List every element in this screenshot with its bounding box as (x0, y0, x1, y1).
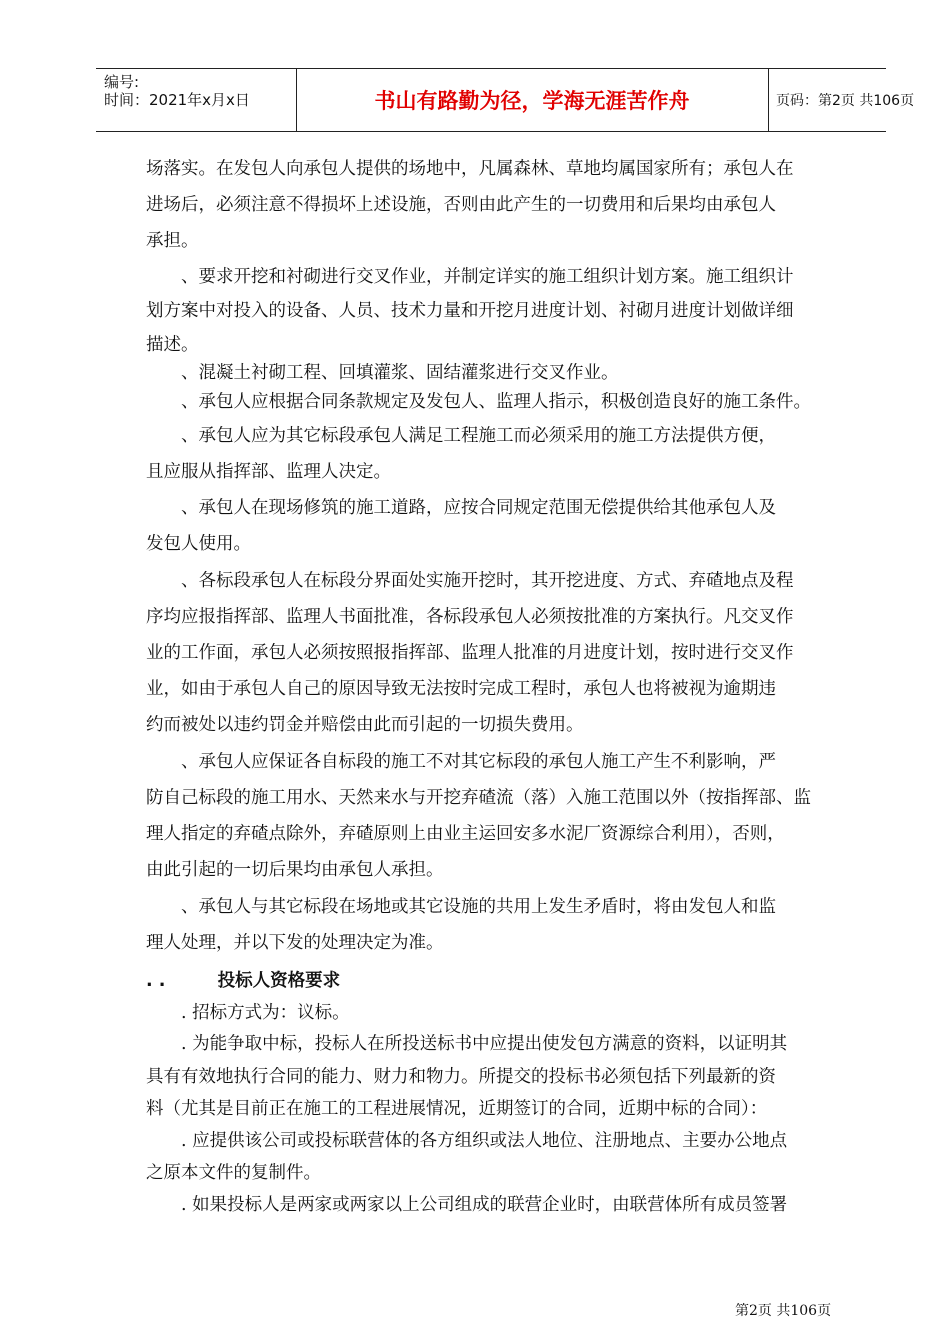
body-line: 划方案中对投入的设备、人员、技术力量和开挖月进度计划、衬砌月进度计划做详细 (146, 301, 794, 321)
body-line: 由此引起的一切后果均由承包人承担。 (146, 860, 444, 880)
body-line: 、承包人与其它标段在场地或其它设施的共用上发生矛盾时，将由发包人和监 (146, 897, 776, 917)
section-line: . 招标方式为：议标。 (146, 1003, 350, 1023)
body-line: 、承包人应为其它标段承包人满足工程施工而必须采用的施工方法提供方便， (146, 426, 776, 446)
body-line: 、各标段承包人在标段分界面处实施开挖时，其开挖进度、方式、弃碴地点及程 (146, 571, 794, 591)
body-line: 理人处理，并以下发的处理决定为准。 (146, 933, 444, 953)
body-line: 承担。 (146, 231, 199, 251)
body-line: 理人指定的弃碴点除外，弃碴原则上由业主运回安多水泥厂资源综合利用），否则， (146, 824, 785, 844)
section-heading (146, 967, 340, 992)
body-line: 、承包人在现场修筑的施工道路，应按合同规定范围无偿提供给其他承包人及 (146, 498, 776, 518)
body-line: 场落实。在发包人向承包人提供的场地中，凡属森林、草地均属国家所有；承包人在 (146, 159, 794, 179)
section-line: . 为能争取中标，投标人在所投送标书中应提出使发包方满意的资料，以证明其 (146, 1034, 788, 1054)
body-line: 进场后，必须注意不得损坏上述设施，否则由此产生的一切费用和后果均由承包人 (146, 195, 776, 215)
body-line: 且应服从指挥部、监理人决定。 (146, 462, 391, 482)
body-line: 、要求开挖和衬砌进行交叉作业，并制定详实的施工组织计划方案。施工组织计 (146, 267, 794, 287)
body-line: 发包人使用。 (146, 534, 251, 554)
section-line: . 如果投标人是两家或两家以上公司组成的联营企业时，由联营体所有成员签署 (146, 1195, 788, 1215)
section-line: . 应提供该公司或投标联营体的各方组织或法人地位、注册地点、主要办公地点 (146, 1131, 788, 1151)
body-line: 业，如由于承包人自己的原因导致无法按时完成工程时，承包人也将被视为逾期违 (146, 679, 776, 699)
section-line: 之原本文件的复制件。 (146, 1163, 321, 1183)
body-line: 、承包人应根据合同条款规定及发包人、监理人指示，积极创造良好的施工条件。 (146, 392, 811, 412)
page-header (96, 68, 915, 132)
section-line: 料（尤其是目前正在施工的工程进展情况，近期签订的合同，近期中标的合同）： (146, 1099, 768, 1119)
body-line: 防自己标段的施工用水、天然来水与开挖弃碴流（落）入施工范围以外（按指挥部、监 (146, 788, 811, 808)
body-line: 序均应报指挥部、监理人书面批准，各标段承包人必须按批准的方案执行。凡交叉作 (146, 607, 794, 627)
section-title: 投标人资格要求 (217, 971, 341, 991)
body-line: 描述。 (146, 335, 199, 355)
page-footer: 第2页 共106页 (735, 1303, 832, 1319)
document-time-label: 时间：2021年x月x日 (104, 91, 250, 109)
body-line: 约而被处以违约罚金并赔偿由此而引起的一切损失费用。 (146, 715, 584, 735)
body-line: 、承包人应保证各自标段的施工不对其它标段的承包人施工产生不利影响，严 (146, 752, 776, 772)
body-line: 业的工作面，承包人必须按照报指挥部、监理人批准的月进度计划，按时进行交叉作 (146, 643, 794, 663)
section-number: . . (146, 971, 166, 991)
header-left-cell (96, 69, 297, 131)
section-line: 具有有效地执行合同的能力、财力和物力。所提交的投标书必须包括下列最新的资 (146, 1067, 776, 1087)
header-page-info: 页码：第2页 共106页 (776, 93, 915, 109)
header-motto-cell (296, 69, 769, 131)
header-right-cell (768, 69, 915, 131)
body-line: 、混凝土衬砌工程、回填灌浆、固结灌浆进行交叉作业。 (146, 363, 619, 383)
document-number-label: 编号: (104, 73, 140, 91)
header-motto: 书山有路勤为径，学海无涯苦作舟 (374, 89, 690, 113)
